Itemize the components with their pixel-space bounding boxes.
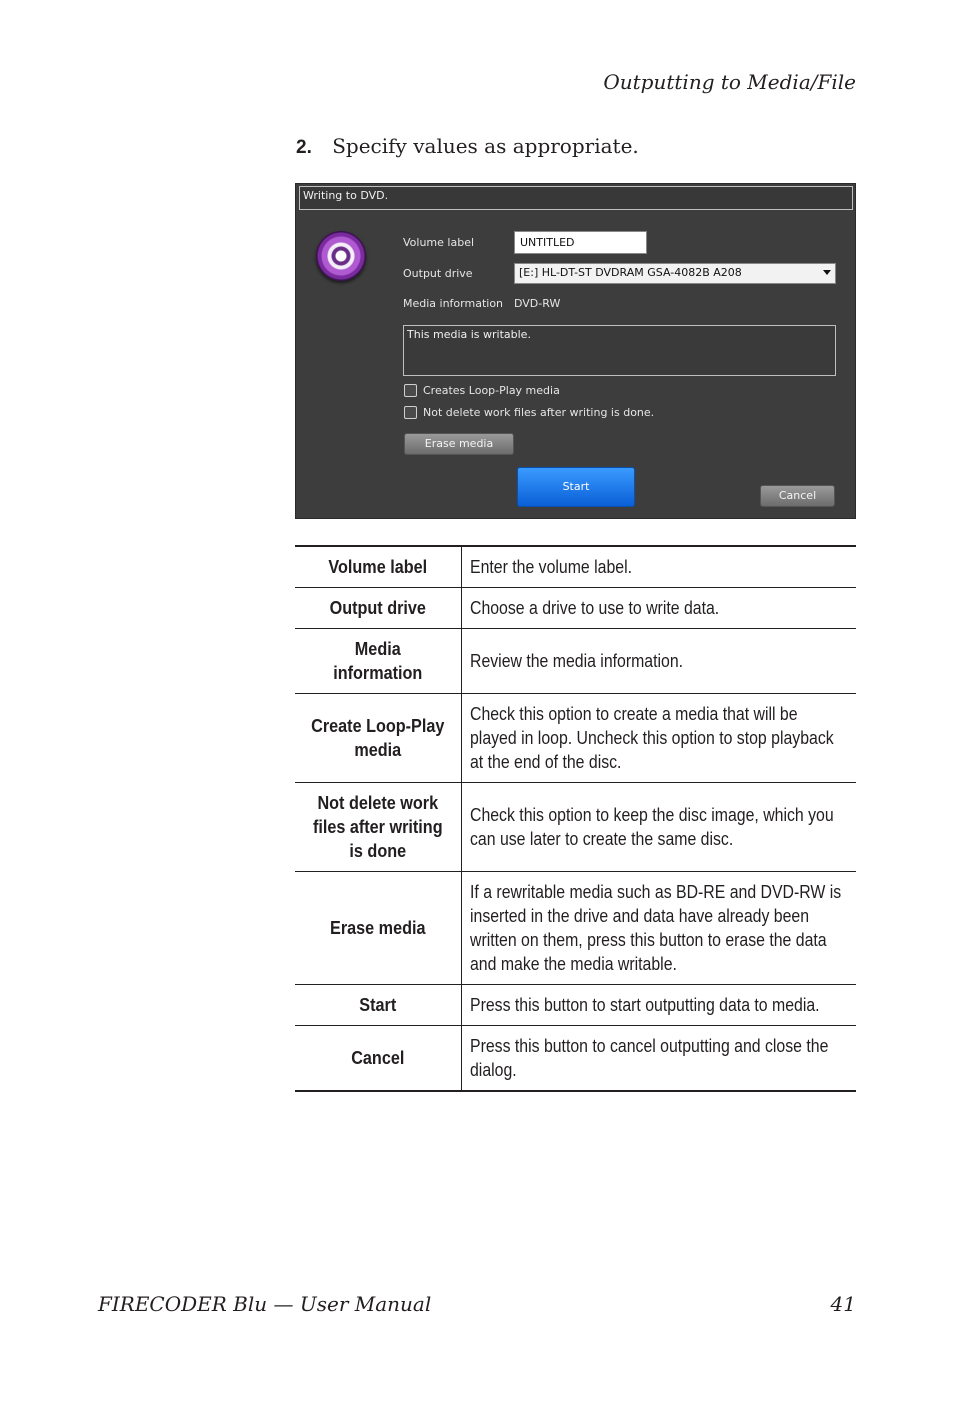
step-text: Specify values as appropriate. xyxy=(332,134,639,158)
table-desc: Press this button to cancel outputting and close the dialog. xyxy=(461,1026,856,1092)
table-term: Media information xyxy=(303,629,452,694)
chevron-down-icon[interactable] xyxy=(823,270,831,275)
table-term: Start xyxy=(303,985,452,1026)
table-term: Erase media xyxy=(303,872,452,985)
output-drive-label: Output drive xyxy=(403,267,473,280)
page-number: 41 xyxy=(830,1292,856,1316)
table-row xyxy=(295,985,856,1026)
table-desc: Review the media information. xyxy=(461,629,856,694)
table-row xyxy=(295,872,856,985)
table-desc: Check this option to create a media that will be played in loop. Uncheck this option to stop playback at the end of the disc. xyxy=(461,694,856,783)
table-row xyxy=(295,546,856,588)
cancel-button[interactable]: Cancel xyxy=(760,485,835,507)
table-term: Cancel xyxy=(303,1026,452,1092)
table-term: Not delete work files after writing is done xyxy=(303,783,452,872)
table-row xyxy=(295,629,856,694)
media-information-value: DVD-RW xyxy=(514,297,561,310)
status-box: Writing to DVD. xyxy=(299,186,853,210)
keep-work-files-checkbox[interactable] xyxy=(404,406,417,419)
dvd-disc-icon xyxy=(316,231,366,281)
table-desc: Press this button to start outputting data to media. xyxy=(461,985,856,1026)
table-row xyxy=(295,783,856,872)
table-row xyxy=(295,588,856,629)
step-number: 2. xyxy=(296,137,312,158)
output-drive-value: [E:] HL-DT-ST DVDRAM GSA-4082B A208 xyxy=(519,266,742,279)
table-desc: If a rewritable media such as BD-RE and DVD-RW is inserted in the drive and data have already been written on them, press this button to erase the data and make the media writable. xyxy=(461,872,856,985)
volume-label-input[interactable] xyxy=(514,231,647,254)
keep-work-files-label: Not delete work files after writing is done. xyxy=(423,406,655,419)
erase-media-button[interactable]: Erase media xyxy=(404,433,514,455)
loop-play-checkbox[interactable] xyxy=(404,384,417,397)
step-instruction xyxy=(296,134,639,159)
volume-label-label: Volume label xyxy=(403,236,475,249)
table-row xyxy=(295,694,856,783)
media-info-text-box: This media is writable. xyxy=(403,325,836,376)
start-button[interactable]: Start xyxy=(517,467,635,507)
table-desc: Enter the volume label. xyxy=(469,557,632,577)
table-term: Volume label xyxy=(303,546,452,588)
running-head: Outputting to Media/File xyxy=(603,70,856,94)
table-desc: Check this option to keep the disc image, which you can use later to create the same disc. xyxy=(461,783,856,872)
output-drive-select[interactable] xyxy=(514,263,836,284)
table-term: Create Loop-Play media xyxy=(303,694,452,783)
loop-play-label: Creates Loop-Play media xyxy=(423,384,560,397)
loop-play-checkbox-row[interactable] xyxy=(404,384,560,397)
media-information-label: Media information xyxy=(403,297,504,310)
table-desc: Choose a drive to use to write data. xyxy=(461,588,856,629)
keep-work-files-checkbox-row[interactable] xyxy=(404,406,654,419)
reference-table xyxy=(295,545,856,1092)
table-term: Output drive xyxy=(303,588,452,629)
footer-title: FIRECODER Blu — User Manual xyxy=(98,1292,432,1316)
table-row xyxy=(295,1026,856,1092)
writing-dialog xyxy=(295,183,856,519)
